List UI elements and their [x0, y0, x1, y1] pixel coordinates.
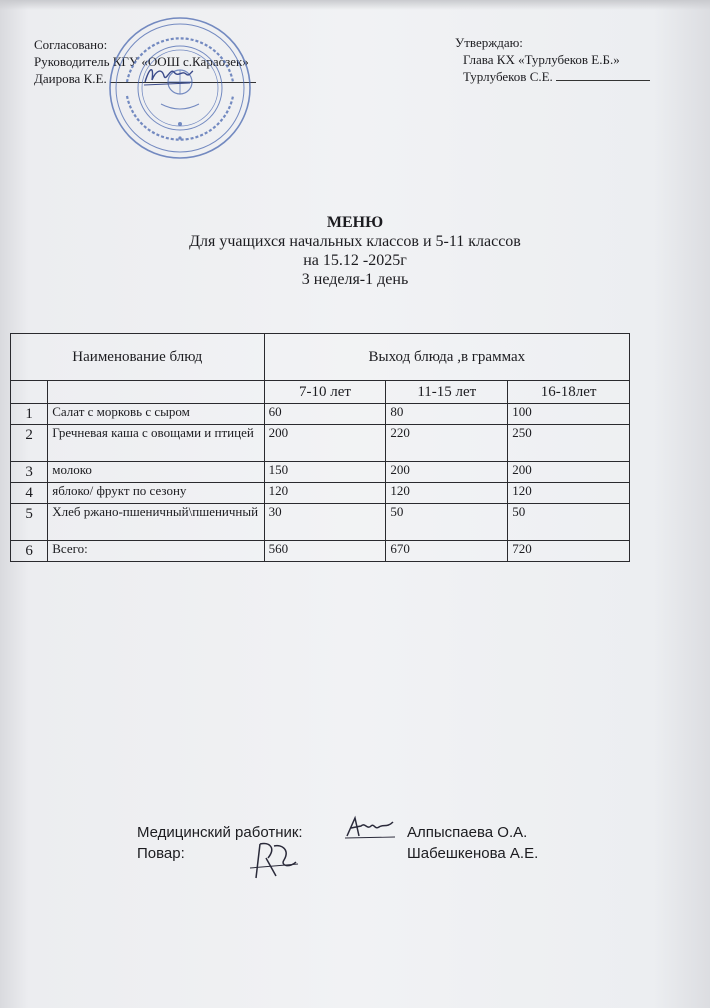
- dish-name: Хлеб ржано-пшеничный\пшеничный: [48, 504, 264, 541]
- age-group-header: 11-15 лет: [386, 381, 508, 404]
- menu-title-block: [0, 213, 710, 289]
- row-number: 1: [11, 404, 48, 425]
- portion-16-18: 200: [508, 462, 630, 483]
- row-number: 5: [11, 504, 48, 541]
- signatures-block: [137, 822, 538, 864]
- dish-name: Гречневая каша с овощами и птицей: [48, 425, 264, 462]
- age-group-row: [11, 381, 630, 404]
- portion-11-15: 220: [386, 425, 508, 462]
- row-number: 3: [11, 462, 48, 483]
- empty-cell: [48, 381, 264, 404]
- table-row: [11, 404, 630, 425]
- cook-role: Повар:: [137, 845, 185, 862]
- age-group-header: 7-10 лет: [264, 381, 386, 404]
- menu-table: [10, 333, 630, 562]
- medic-name: Алпыспаева О.А.: [407, 824, 528, 841]
- table-row: [11, 462, 630, 483]
- table-row: [11, 504, 630, 541]
- row-number: 2: [11, 425, 48, 462]
- dish-name: молоко: [48, 462, 264, 483]
- portion-11-15: 50: [386, 504, 508, 541]
- table-header-row: [11, 334, 630, 381]
- approved-label: Утверждаю:: [455, 35, 523, 50]
- table-row: [11, 425, 630, 462]
- cook-signature: [246, 838, 302, 884]
- menu-date: на 15.12 -2025г: [303, 252, 407, 269]
- portion-16-18: 720: [508, 541, 630, 562]
- table-row: [11, 483, 630, 504]
- portion-7-10: 60: [264, 404, 386, 425]
- portion-7-10: 150: [264, 462, 386, 483]
- portion-16-18: 50: [508, 504, 630, 541]
- head-signature-line: [556, 68, 650, 81]
- portion-11-15: 670: [386, 541, 508, 562]
- director-title: Руководитель КГУ «ООШ с.Караозек»: [34, 54, 249, 69]
- menu-audience: Для учащихся начальных классов и 5-11 классов: [189, 233, 521, 250]
- portion-11-15: 80: [386, 404, 508, 425]
- head-name: Турлубеков С.Е.: [463, 69, 553, 84]
- table-row-total: [11, 541, 630, 562]
- director-name: Даирова К.Е.: [34, 71, 107, 86]
- agreed-label: Согласовано:: [34, 37, 108, 52]
- cook-name: Шабешкенова А.Е.: [407, 845, 539, 862]
- portion-16-18: 100: [508, 404, 630, 425]
- dish-name-header: Наименование блюд: [11, 334, 265, 381]
- cook-line: [137, 843, 538, 864]
- head-name-line: [455, 68, 650, 85]
- dish-name: яблоко/ фрукт по сезону: [48, 483, 264, 504]
- portion-11-15: 200: [386, 462, 508, 483]
- page-edge-shadow: [0, 0, 710, 10]
- medic-role: Медицинский работник:: [137, 824, 303, 841]
- dish-name: Всего:: [48, 541, 264, 562]
- approval-block-right: [455, 34, 650, 85]
- portion-7-10: 30: [264, 504, 386, 541]
- menu-title: МЕНЮ: [326, 214, 384, 231]
- portion-11-15: 120: [386, 483, 508, 504]
- dish-name: Салат с морковь с сыром: [48, 404, 264, 425]
- medic-signature: [343, 812, 399, 842]
- row-number: 6: [11, 541, 48, 562]
- portion-16-18: 250: [508, 425, 630, 462]
- empty-cell: [11, 381, 48, 404]
- portion-7-10: 120: [264, 483, 386, 504]
- director-signature: [142, 62, 194, 88]
- menu-week-day: 3 неделя-1 день: [301, 271, 409, 288]
- age-group-header: 16-18лет: [508, 381, 630, 404]
- medic-line: [137, 822, 538, 843]
- portion-7-10: 200: [264, 425, 386, 462]
- portion-16-18: 120: [508, 483, 630, 504]
- row-number: 4: [11, 483, 48, 504]
- round-seal-stamp: [105, 12, 255, 164]
- portion-7-10: 560: [264, 541, 386, 562]
- head-title: Глава КХ «Турлубеков Е.Б.»: [463, 52, 620, 67]
- output-header: Выход блюда ,в граммах: [264, 334, 629, 381]
